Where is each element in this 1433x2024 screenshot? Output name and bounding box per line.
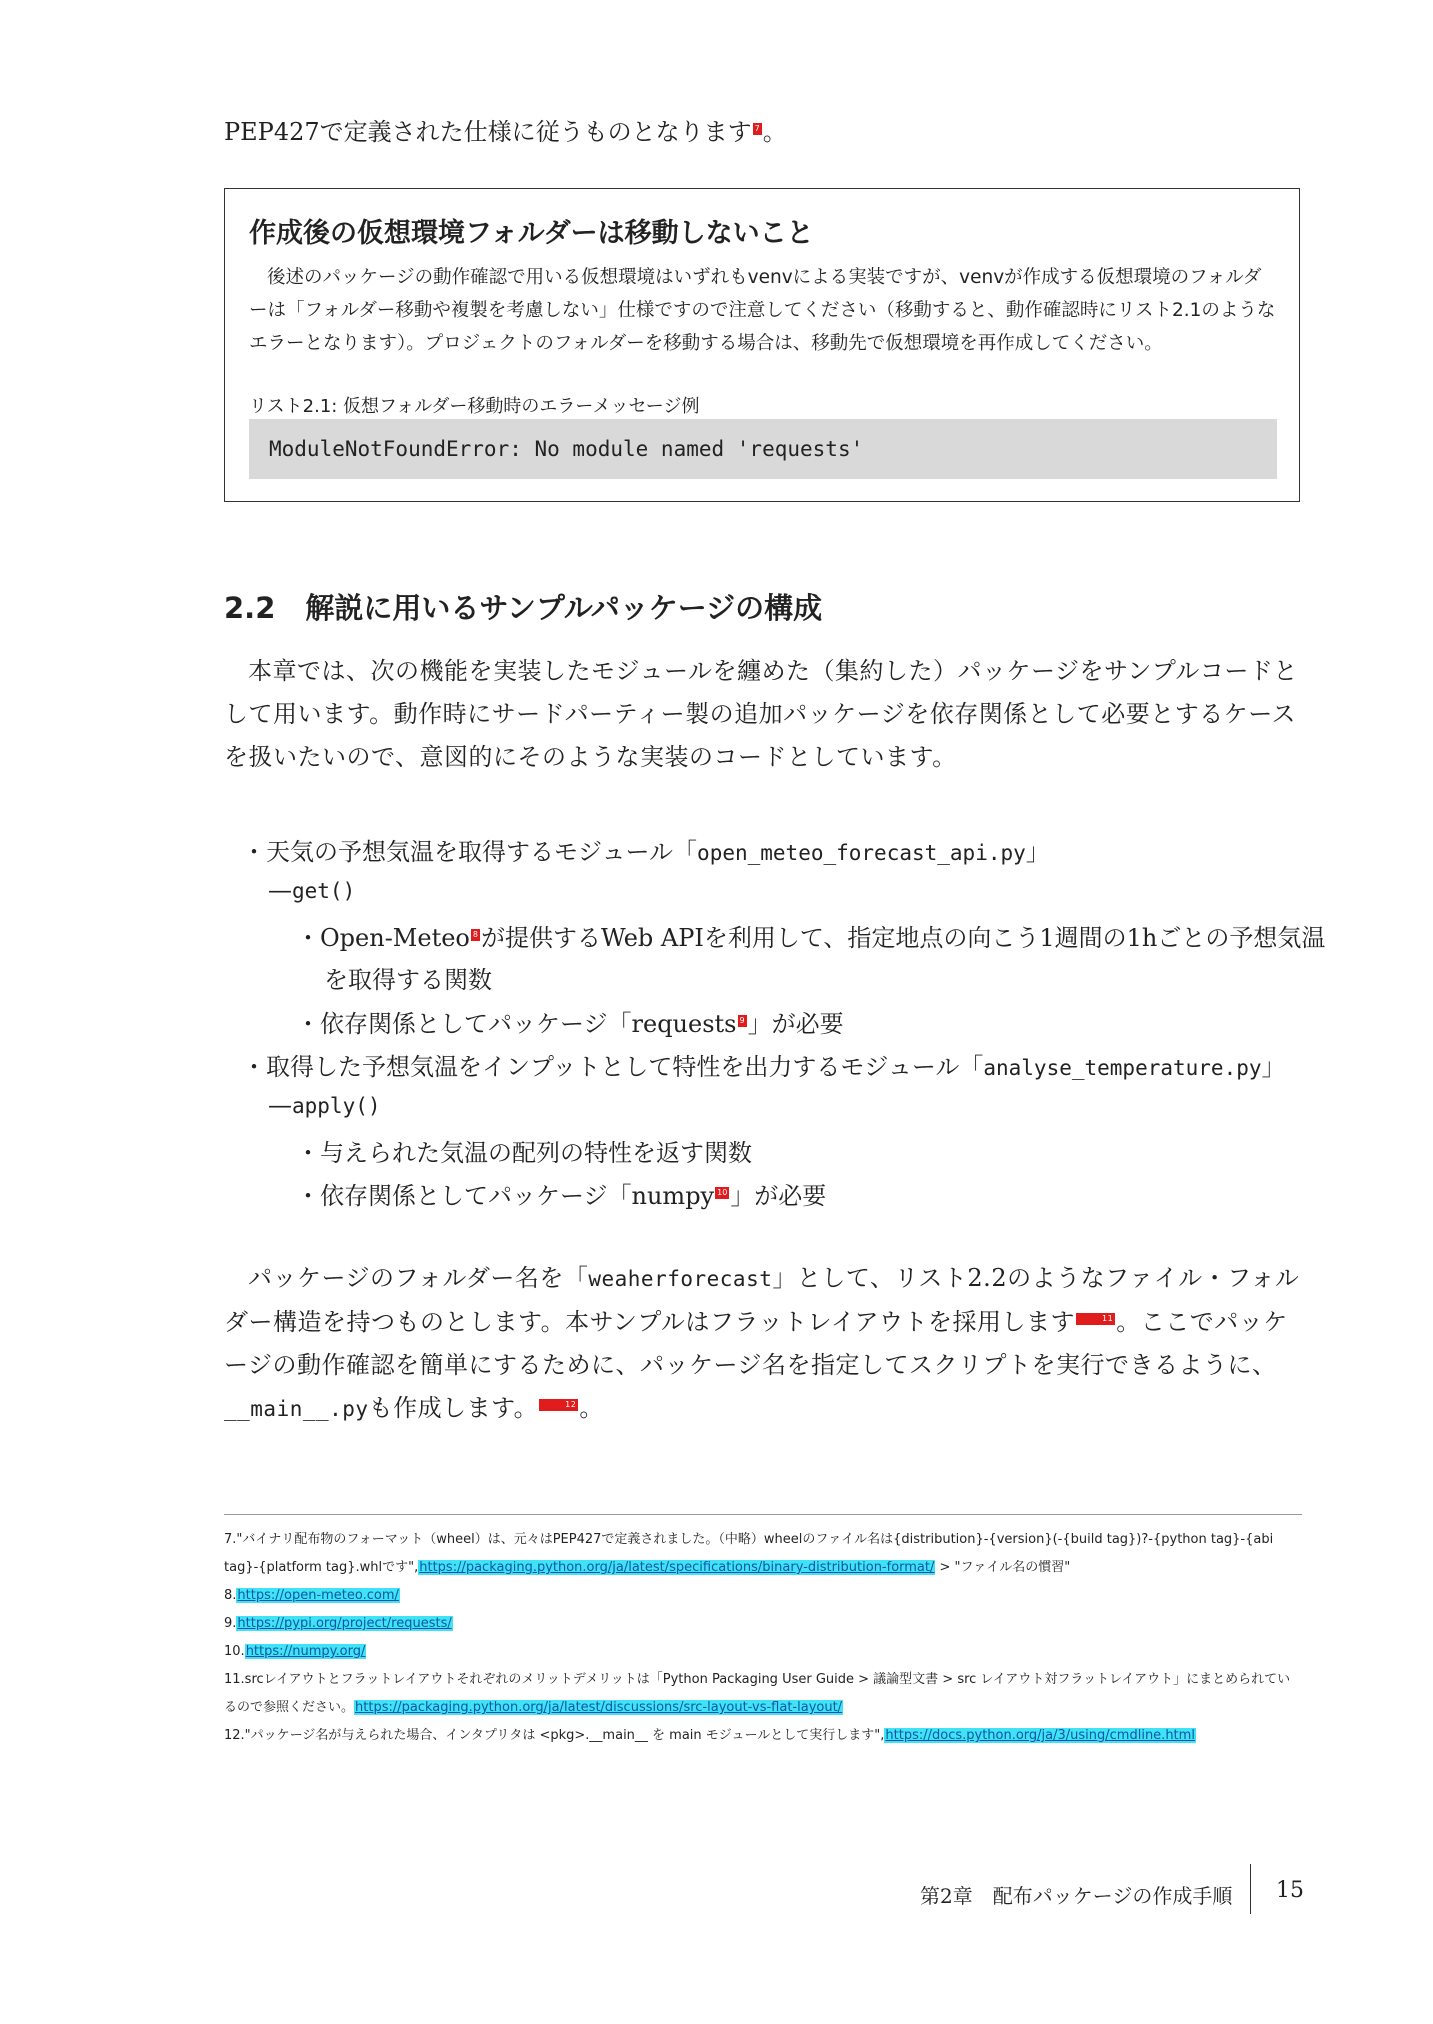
para-text: 。 — [579, 1394, 604, 1422]
footnote-link[interactable]: https://open-meteo.com/ — [237, 1588, 399, 1603]
list-item-function-1 — [268, 876, 355, 904]
footnote-number: 9. — [224, 1616, 237, 1631]
list-text: 」が必要 — [747, 1010, 844, 1038]
footnote-mark[interactable]: 8 — [472, 930, 478, 939]
list-item-function-2 — [268, 1091, 381, 1119]
section-title: 解説に用いるサンプルパッケージの構成 — [305, 591, 823, 625]
note-title: 作成後の仮想環境フォルダーは移動しないこと — [249, 218, 814, 249]
footnote-8 — [224, 1582, 1302, 1610]
running-footer-chapter: 第2章 配布パッケージの作成手順 — [920, 1884, 1233, 1908]
para-text: 。ここでパッケージの動作確認を簡単にするために、パッケージ名を指定してスクリプトを実行できるように、 — [224, 1308, 1288, 1379]
paragraph: 本章では、次の機能を実装したモジュールを纏めた（集約した）パッケージをサンプルコードとして用います。動作時にサードパーティー製の追加パッケージを依存関係として必要とするケースを扱いたいので、意図的にそのような実装のコードとしています。 — [224, 657, 1298, 771]
list-text: ・依存関係としてパッケージ「numpy — [296, 1182, 715, 1210]
footnote-12 — [224, 1722, 1302, 1750]
footnote-7 — [224, 1526, 1302, 1582]
list-text: ・天気の予想気温を取得するモジュール「 — [242, 838, 698, 866]
list-text: ・Open-Meteo — [296, 924, 470, 952]
list-item-desc-cont: を取得する関数 — [324, 966, 492, 994]
function-name: apply() — [292, 1094, 381, 1118]
section-heading — [224, 586, 822, 627]
footnote-mark[interactable]: 10 — [717, 1188, 728, 1197]
list-item-module-1 — [242, 832, 1050, 867]
para-text: も作成します。 — [368, 1394, 539, 1422]
footnote-number: 10. — [224, 1644, 245, 1659]
footnote-number: 8. — [224, 1588, 237, 1603]
list-text: 」 — [1025, 838, 1050, 866]
paragraph-2 — [224, 1257, 1302, 1431]
footnote-mark[interactable]: 9 — [739, 1016, 745, 1025]
footnote-mark[interactable]: 7 — [754, 124, 760, 133]
list-text: 」が必要 — [730, 1182, 827, 1210]
list-dash: — — [268, 1091, 292, 1119]
footnote-text: 12."パッケージ名が与えられた場合、インタプリタは <pkg>.__main__ を main モジュールとして実行します", — [224, 1728, 885, 1743]
footnote-link[interactable]: https://numpy.org/ — [245, 1644, 366, 1659]
note-box — [224, 188, 1300, 502]
para-text: 」として、リスト2.2のようなファイル・フォルダー構造を持つものとします。本サンプルはフラットレイアウトを採用します — [224, 1264, 1300, 1336]
footnote-mark[interactable]: 11 — [1076, 1313, 1115, 1325]
intro-line — [224, 112, 787, 147]
list-item-dependency — [296, 1176, 826, 1211]
code-block: ModuleNotFoundError: No module named 'requests' — [249, 419, 1277, 479]
note-body: 後述のパッケージの動作確認で用いる仮想環境はいずれもvenvによる実装ですが、venvが作成する仮想環境のフォルダーは「フォルダー移動や複製を考慮しない」仕様ですので注意してください（移動すると、動作確認時にリスト2.1のようなエラーとなります）。プロジェクトのフォルダーを移動する場合は、移動先で仮想環境を再作成してください。 — [249, 267, 1276, 354]
list-item-desc — [296, 918, 1325, 953]
list-text: が提供するWeb APIを利用して、指定地点の向こう1週間の1hごとの予想気温 — [480, 924, 1326, 952]
footnote-link[interactable]: https://docs.python.org/ja/3/using/cmdline.html — [885, 1728, 1195, 1743]
footnote-link[interactable]: https://packaging.python.org/ja/latest/specifications/binary-distribution-format/ — [419, 1560, 935, 1575]
footnote-text: > "ファイル名の慣習" — [935, 1560, 1071, 1575]
list-item-dependency — [296, 1004, 844, 1039]
footnote-link[interactable]: https://packaging.python.org/ja/latest/discussions/src-layout-vs-flat-layout/ — [355, 1700, 843, 1715]
list-text: 」 — [1261, 1053, 1286, 1081]
intro-text: PEP427で定義された仕様に従うものとなります — [224, 118, 752, 146]
footnote-10 — [224, 1638, 1302, 1666]
list-item-desc: ・与えられた気温の配列の特性を返す関数 — [296, 1139, 752, 1167]
folder-name: weaherforecast — [588, 1267, 773, 1291]
main-file: __main__.py — [224, 1397, 369, 1421]
page-number: 15 — [1276, 1878, 1304, 1903]
function-name: get() — [292, 879, 356, 903]
footnote-mark[interactable]: 12 — [539, 1399, 578, 1411]
section-number: 2.2 — [224, 591, 276, 625]
footnote-link[interactable]: https://pypi.org/project/requests/ — [237, 1616, 452, 1631]
list-item-module-2 — [242, 1047, 1286, 1082]
listing-caption: リスト2.1: 仮想フォルダー移動時のエラーメッセージ例 — [249, 396, 700, 417]
module-filename: analyse_temperature.py — [983, 1056, 1262, 1080]
footnote-11 — [224, 1666, 1302, 1722]
para-text: パッケージのフォルダー名を「 — [248, 1264, 589, 1292]
footer-divider — [1250, 1864, 1251, 1914]
footnote-rule — [224, 1514, 1302, 1515]
list-dash: — — [268, 876, 292, 904]
list-text: ・依存関係としてパッケージ「requests — [296, 1010, 737, 1038]
list-text: ・取得した予想気温をインプットとして特性を出力するモジュール「 — [242, 1053, 984, 1081]
footnote-9 — [224, 1610, 1302, 1638]
footnote-text: 7."バイナリ配布物のフォーマット（wheel）は、元々はPEP427で定義されました。（中略）wheelのファイル名は{distribution}-{version}(-{build tag})?-{python tag}-{abi tag}-{platform tag}.whlです", — [224, 1532, 1274, 1575]
footnote-text: 11.srcレイアウトとフラットレイアウトそれぞれのメリットデメリットは「Python Packaging User Guide > 議論型文書 > src レイアウト対フラットレイアウト」にまとめられているので参照ください。 — [224, 1672, 1291, 1715]
intro-end: 。 — [762, 118, 787, 146]
module-filename: open_meteo_forecast_api.py — [697, 841, 1026, 865]
